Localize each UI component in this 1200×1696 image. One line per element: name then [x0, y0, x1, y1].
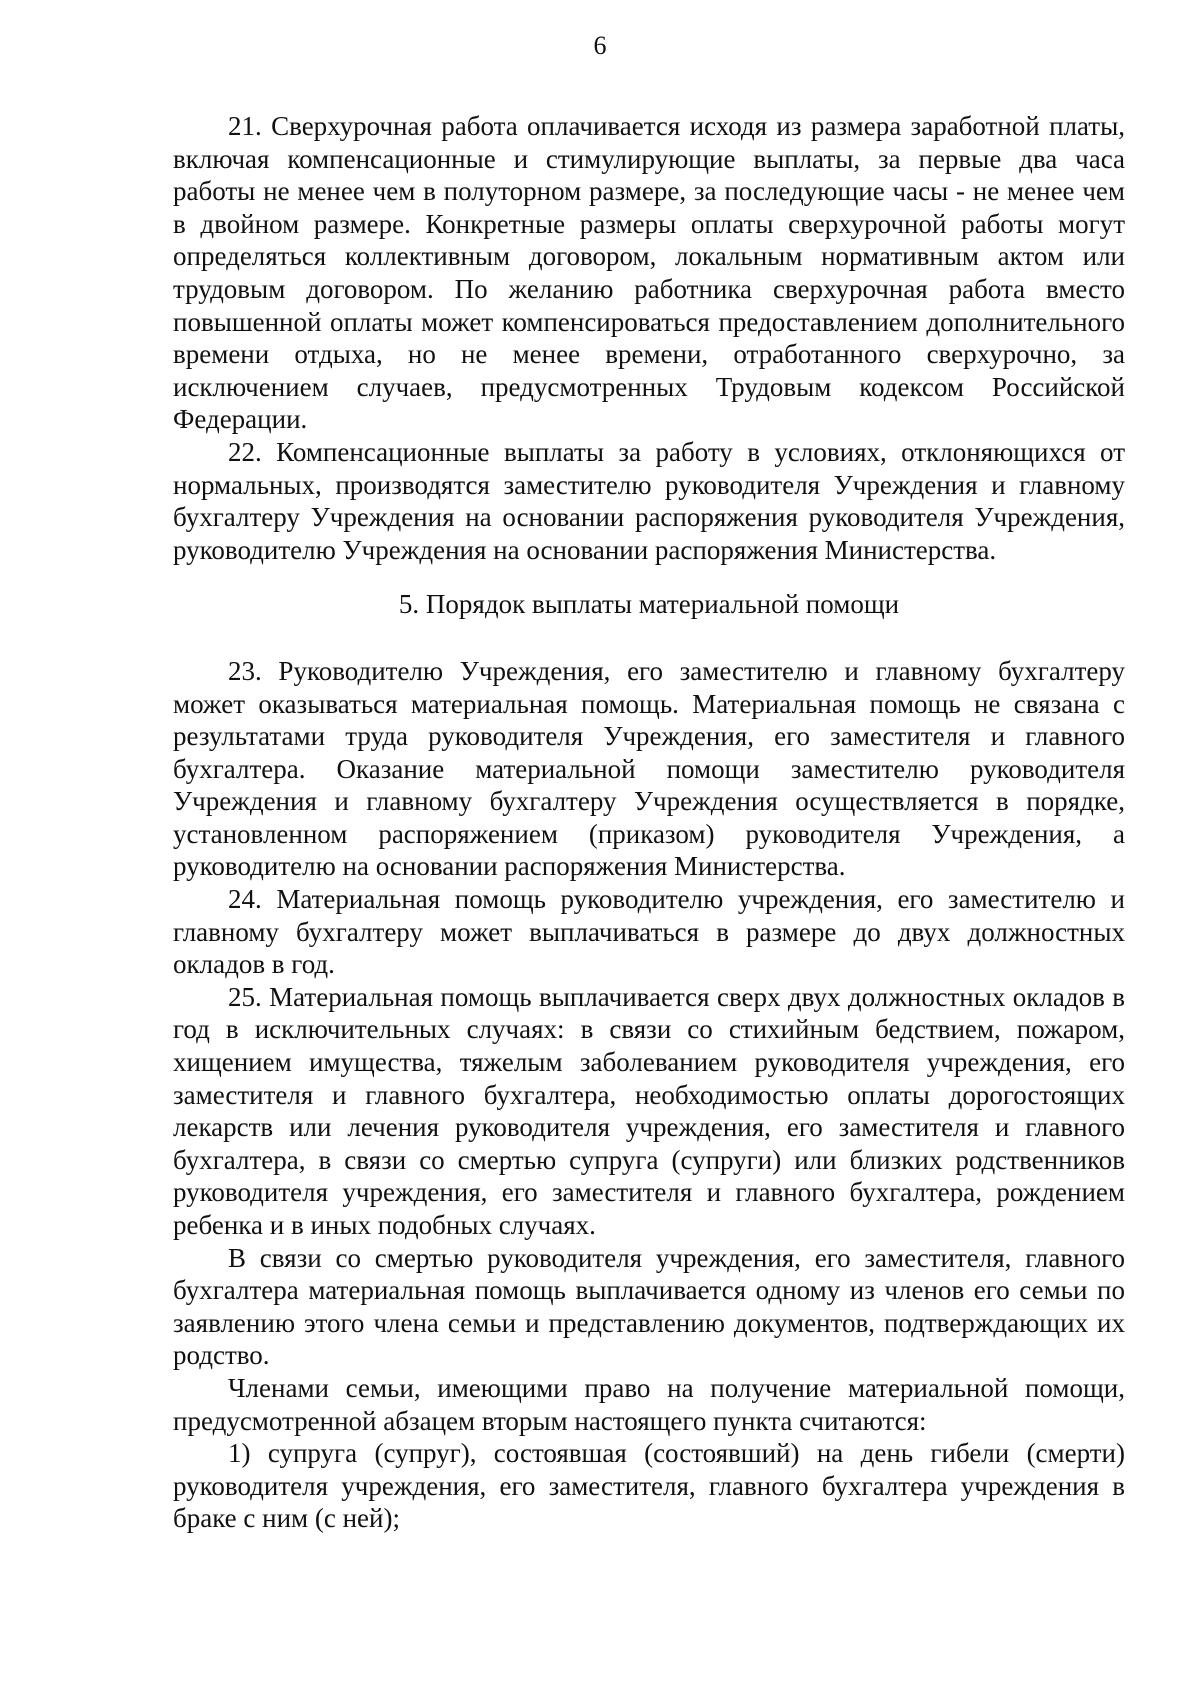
paragraph-24: 24. Материальная помощь руководителю учреждения, его заместителю и главному бухгалтеру может выплачиваться в размере до двух должностных окладов в год. [173, 884, 1125, 980]
list-item-1: 1) супруга (супруг), состоявшая (состоявший) на день гибели (смерти) руководителя учреждения, его заместителя, главного бухгалтера учреждения в браке с ним (с ней); [173, 1438, 1125, 1534]
paragraph-21: 21. Сверхурочная работа оплачивается исходя из размера заработной платы, включая компенсационные и стимулирующие выплаты, за первые два часа работы не менее чем в полуторном размере, за последующие часы - не менее чем в двойном размере. Конкретные размеры оплаты сверхурочной работы могут определяться коллективным договором, локальным нормативным актом или трудовым договором. По желанию работника сверхурочная работа вместо повышенной оплаты может компенсироваться предоставлением дополнительного времени отдыха, но не менее времени, отработанного сверхурочно, за исключением случаев, предусмотренных Трудовым кодексом Российской Федерации. [173, 111, 1125, 435]
document-body [173, 110, 1125, 1535]
paragraph-25-death-clause: В связи со смертью руководителя учреждения, его заместителя, главного бухгалтера материальная помощь выплачивается одному из членов его семьи по заявлению этого члена семьи и представлению документов, подтверждающих их родство. [173, 1242, 1125, 1371]
page-number: 6 [593, 31, 607, 60]
paragraph-23: 23. Руководителю Учреждения, его заместителю и главному бухгалтеру может оказываться материальная помощь. Материальная помощь не связана с результатами труда руководителя Учреждения, его заместителя и главного бухгалтера. Оказание материальной помощи заместителю руководителя Учреждения и главному бухгалтеру Учреждения осуществляется в порядке, установленном распоряжением (приказом) руководителя Учреждения, а руководителю на основании распоряжения Министерства. [173, 655, 1125, 882]
section-heading: 5. Порядок выплаты материальной помощи [398, 589, 900, 620]
paragraph-25-family-members: Членами семьи, имеющими право на получение материальной помощи, предусмотренной абзацем вторым настоящего пункта считаются: [173, 1372, 1125, 1436]
paragraph-25: 25. Материальная помощь выплачивается сверх двух должностных окладов в год в исключительных случаях: в связи со стихийным бедствием, пожаром, хищением имущества, тяжелым заболеванием руководителя учреждения, его заместителя и главного бухгалтера, необходимостью оплаты дорогостоящих лекарств или лечения руководителя учреждения, его заместителя и главного бухгалтера, в связи со смертью супруга (супруги) или близких родственников руководителя учреждения, его заместителя и главного бухгалтера, рождением ребенка и в иных подобных случаях. [173, 981, 1125, 1240]
paragraph-22: 22. Компенсационные выплаты за работу в условиях, отклоняющихся от нормальных, производятся заместителю руководителя Учреждения и главному бухгалтеру Учреждения на основании распоряжения руководителя Учреждения, руководителю Учреждения на основании распоряжения Министерства. [173, 436, 1125, 565]
